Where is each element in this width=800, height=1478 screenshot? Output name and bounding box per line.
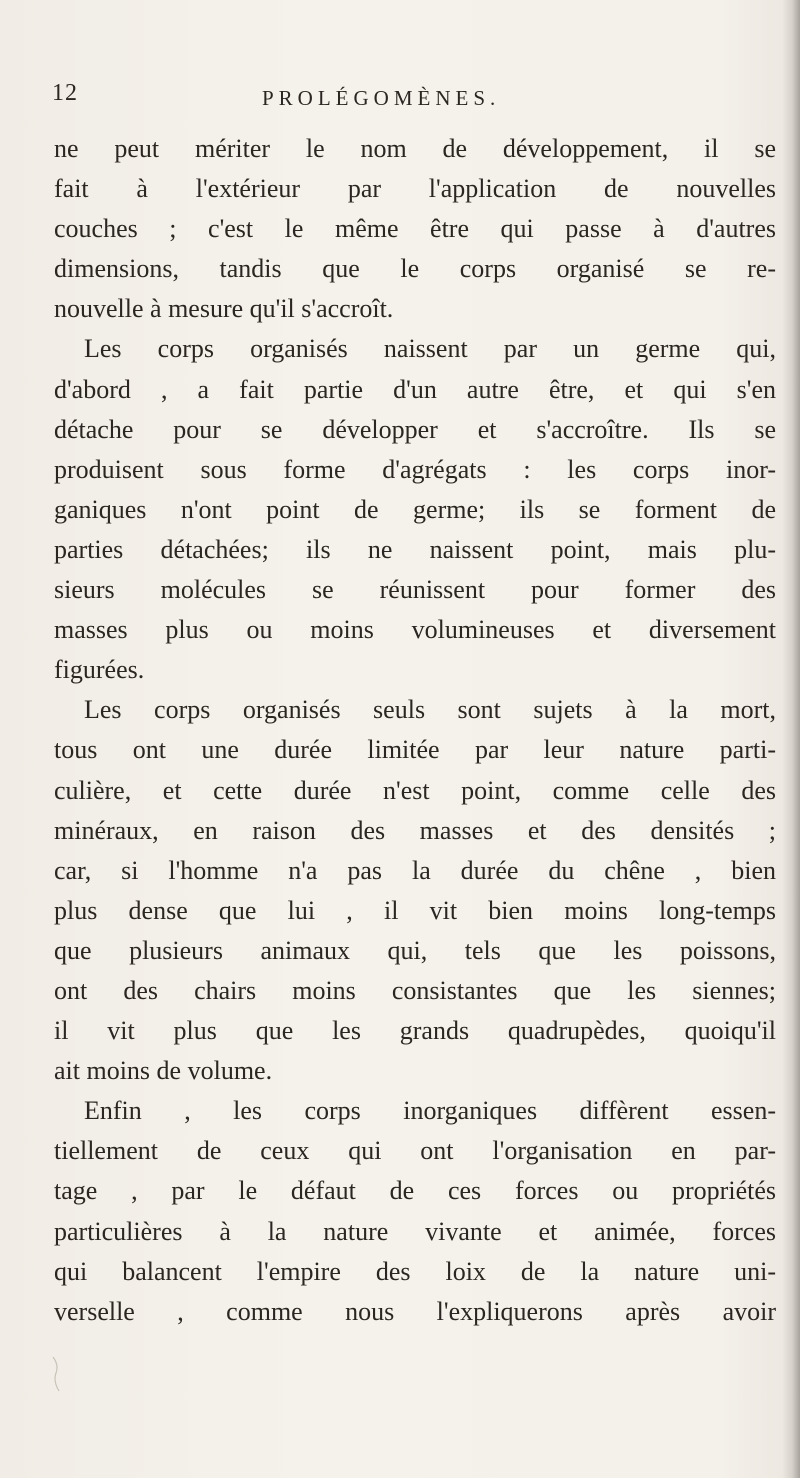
text-line: plus dense que lui , il vit bien moins long-temps (54, 895, 776, 925)
text-line: ont des chairs moins consistantes que les siennes; (54, 975, 776, 1005)
text-line: particulières à la nature vivante et animée, forces (54, 1216, 776, 1246)
text-line: ne peut mériter le nom de développement, il se (54, 134, 776, 163)
running-title: PROLÉGOMÈNES. (262, 86, 501, 110)
text-line: d'abord , a fait partie d'un autre être, et qui s'en (54, 374, 776, 404)
text-line: verselle , comme nous l'expliquerons après avoir (54, 1296, 776, 1326)
text-line: Les corps organisés naissent par un germe qui, (84, 334, 776, 364)
text-line: tous ont une durée limitée par leur nature parti- (54, 735, 776, 765)
margin-pencil-mark (50, 1355, 64, 1395)
text-line: ait moins de volume. (54, 1056, 273, 1086)
text-line: car, si l'homme n'a pas la durée du chêne , bien (54, 855, 776, 885)
text-line: masses plus ou moins volumineuses et diversement (54, 615, 776, 645)
text-line: parties détachées; ils ne naissent point, mais plu- (54, 534, 776, 564)
text-line: produisent sous forme d'agrégats : les corps inor- (54, 454, 776, 484)
text-line: ganiques n'ont point de germe; ils se forment de (54, 494, 776, 524)
text-line: qui balancent l'empire des loix de la nature uni- (54, 1256, 776, 1286)
text-line: tage , par le défaut de ces forces ou propriétés (54, 1176, 776, 1206)
text-line: couches ; c'est le même être qui passe à d'autres (54, 214, 776, 244)
text-line: minéraux, en raison des masses et des densités ; (54, 815, 776, 845)
page-number: 12 (52, 80, 78, 106)
text-line: figurées. (54, 655, 145, 685)
text-line: il vit plus que les grands quadrupèdes, quoiqu'il (54, 1016, 776, 1046)
body-text (54, 129, 776, 1332)
page-header (52, 80, 772, 114)
text-line: nouvelle à mesure qu'il s'accroît. (54, 294, 394, 324)
page-edge-shadow (782, 0, 800, 1478)
text-line: Les corps organisés seuls sont sujets à la mort, (84, 695, 776, 725)
text-line: culière, et cette durée n'est point, comme celle des (54, 775, 776, 805)
text-line: sieurs molécules se réunissent pour former des (54, 575, 776, 605)
text-line: que plusieurs animaux qui, tels que les poissons, (54, 935, 776, 965)
text-line: détache pour se développer et s'accroître. Ils se (54, 414, 776, 444)
text-line: dimensions, tandis que le corps organisé se re- (54, 254, 776, 284)
text-line: Enfin , les corps inorganiques diffèrent essen- (84, 1096, 776, 1126)
text-line: fait à l'extérieur par l'application de nouvelles (54, 174, 776, 204)
text-line: tiellement de ceux qui ont l'organisation en par- (54, 1136, 776, 1166)
